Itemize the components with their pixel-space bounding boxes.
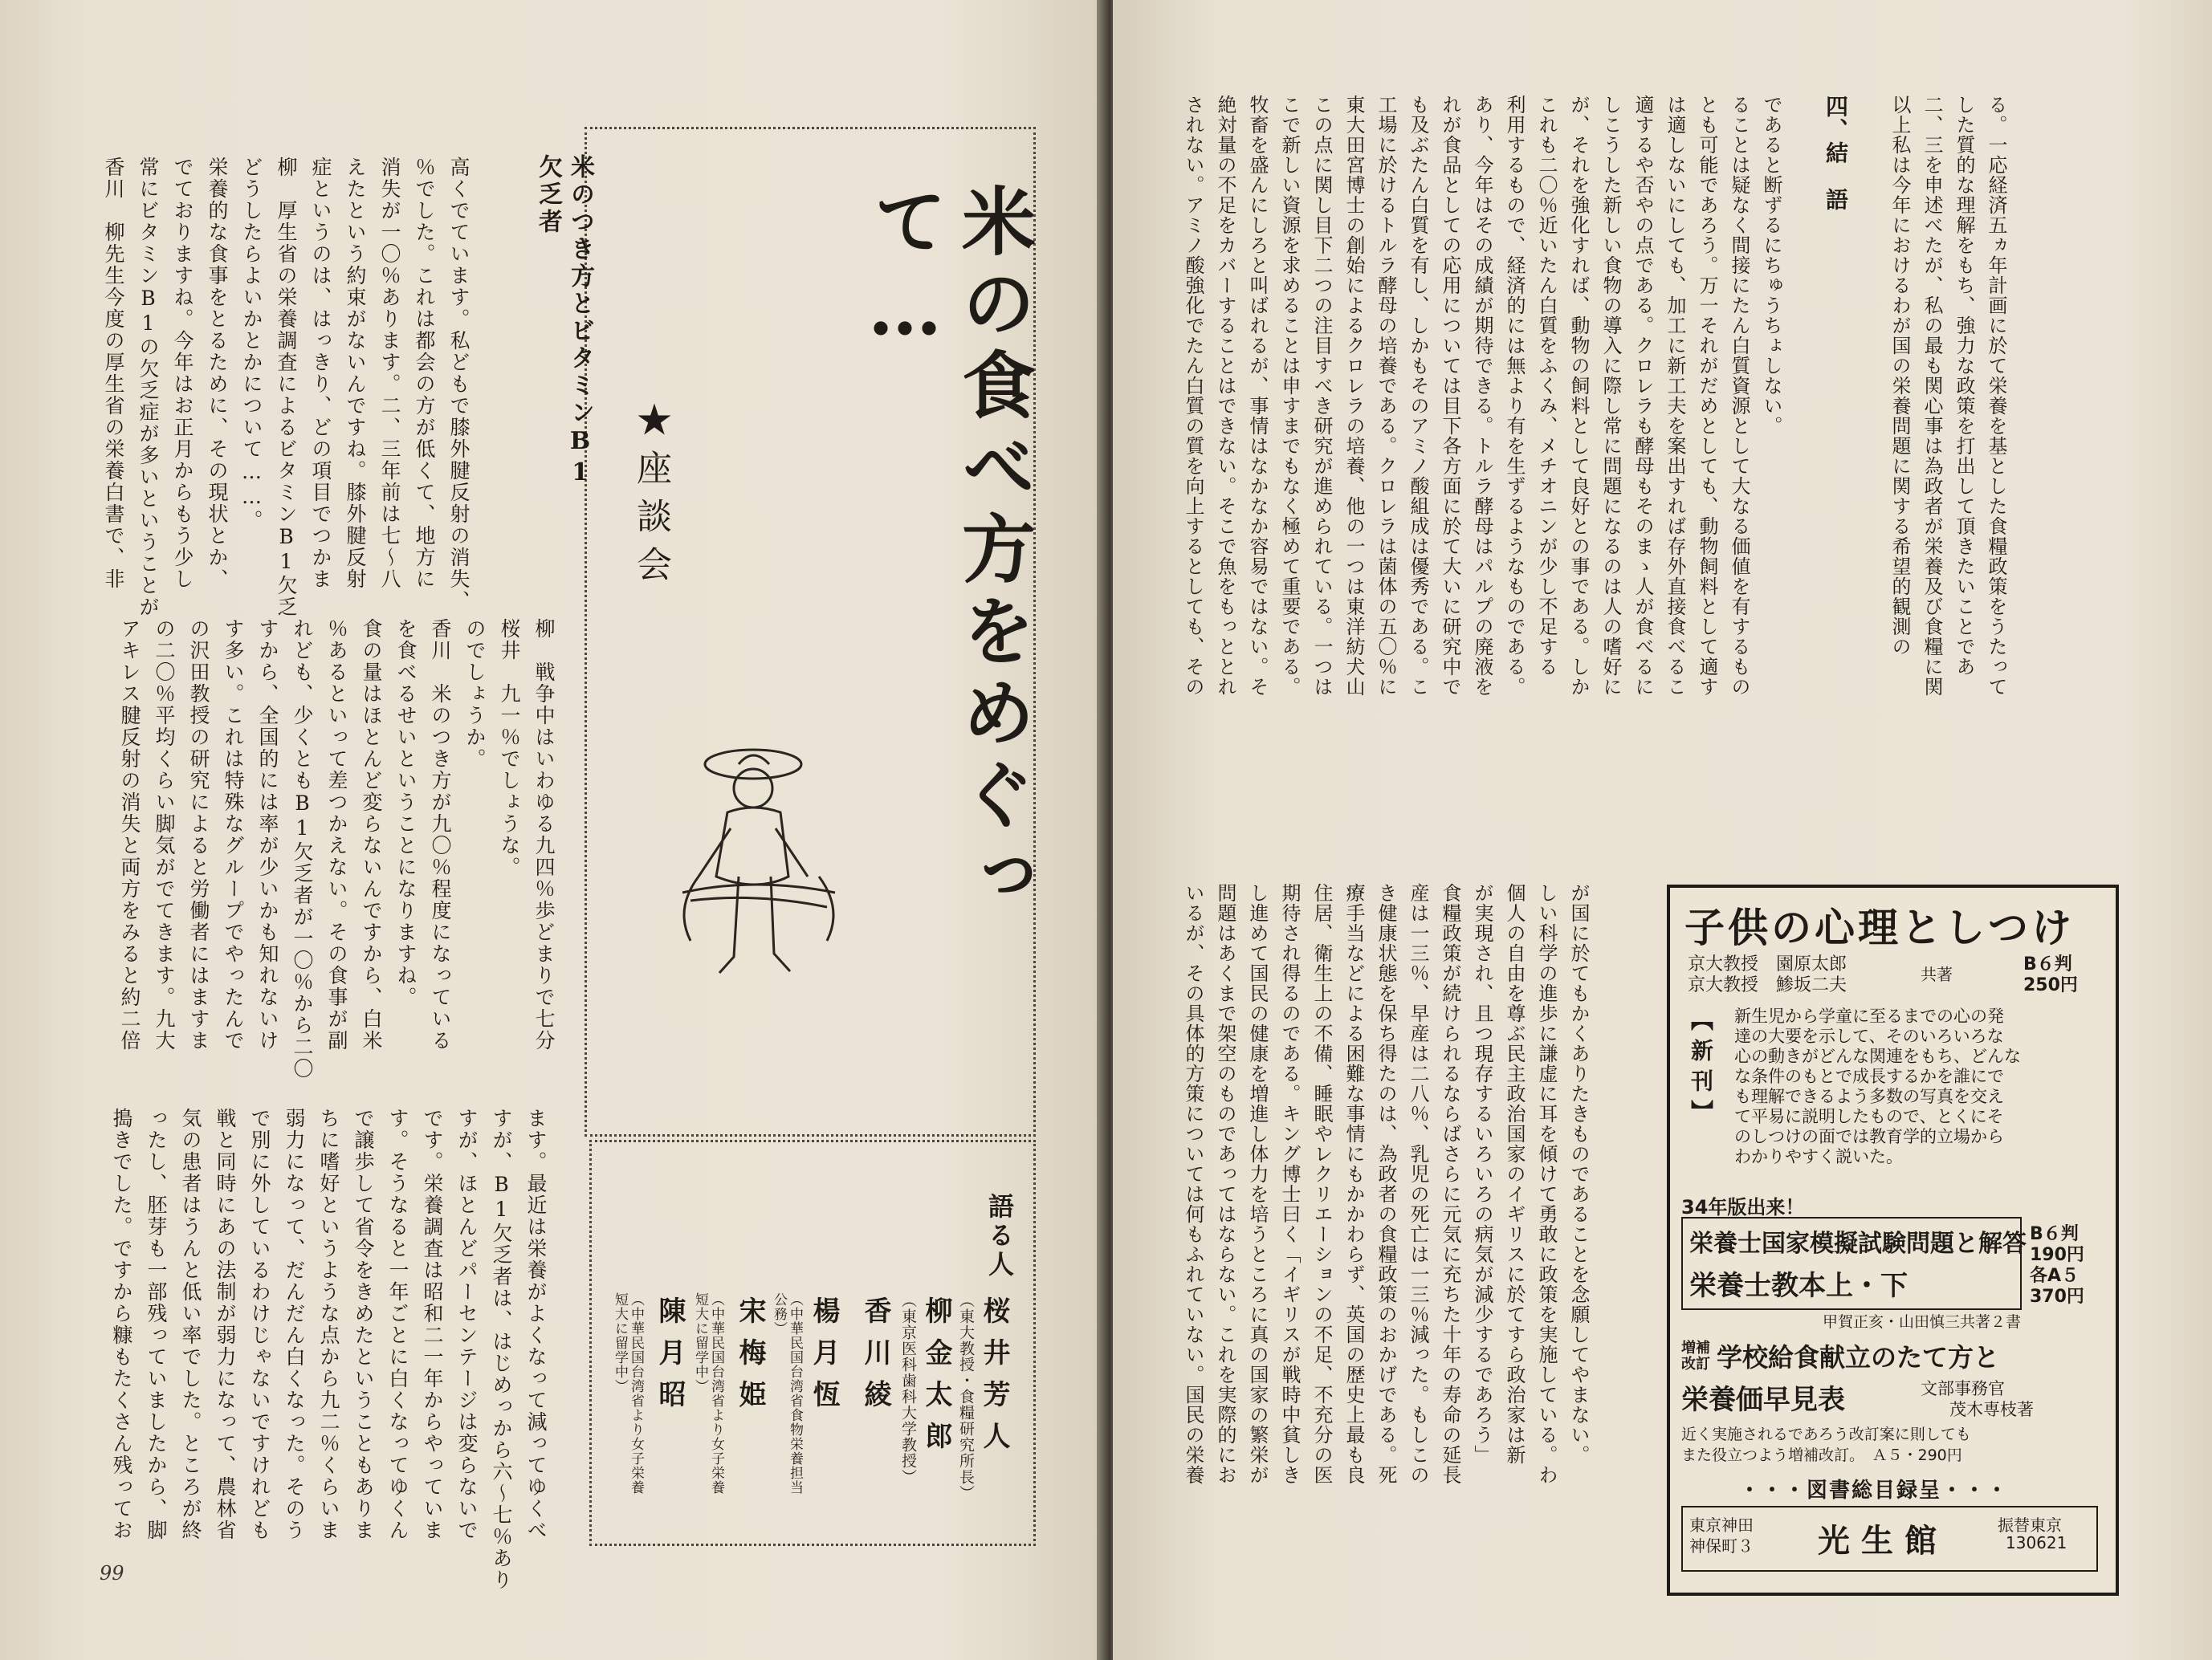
ad-book-prefix: 増補改訂 bbox=[1681, 1340, 1710, 1373]
text-column: でておりますね。今年はお正月からもう少し bbox=[171, 157, 194, 590]
text-column: す多い。これは特殊なグループでやったんで bbox=[222, 618, 245, 1052]
text-column: この点に関し目下二つの注目すべき研究が進められている。一つは bbox=[1310, 95, 1333, 697]
text-column: 期待され得るのである。キング博士曰く「イギリスが戦時中貧しき bbox=[1278, 883, 1301, 1485]
right-lower-text bbox=[1177, 883, 1595, 1589]
text-column: 食の量はほとんど変らないんですから、白米 bbox=[360, 618, 383, 1052]
speaker-affiliation: （中華民国台湾省より女子栄養短大に留学中） bbox=[692, 1292, 724, 1495]
ad-desc-line: な条件のもとで成長するかを誰にで bbox=[1734, 1067, 2004, 1086]
text-column: れが食品としての応用については目下各方面に於て大いに研究中で bbox=[1439, 95, 1461, 697]
speaker-name: 香川綾 bbox=[859, 1296, 891, 1422]
article-subtitle: ★座談会 bbox=[630, 401, 671, 594]
ad-book-price: 370円 bbox=[2030, 1287, 2084, 1307]
text-column: 療手当などによる困難な事情にもかかわらず、英国の歴史上最も良 bbox=[1342, 883, 1365, 1485]
ad-price: 250円 bbox=[2023, 975, 2078, 995]
text-column: ることは疑なく間接にたん白質資源として大なる価値を有するもの bbox=[1728, 95, 1750, 697]
ad-book-author-title: 文部事務官 bbox=[1921, 1379, 2005, 1398]
ad-desc-line: も理解できるよう多数の写真を交え bbox=[1734, 1087, 2004, 1106]
text-column: 適するや否やの点である。クロレラも酵母もそのまゝ人が食べるに bbox=[1632, 95, 1654, 697]
text-column: であると断ずるにちゅうちょしない。 bbox=[1760, 95, 1782, 436]
ad-description bbox=[1734, 1007, 2021, 1167]
text-column: 消失が一〇％あります。二、三年前は七〜八 bbox=[378, 157, 401, 590]
text-column: ます。最近は栄養がよくなって減ってゆくべ bbox=[524, 1108, 548, 1541]
speaker-name: 陳月昭 bbox=[654, 1296, 686, 1422]
ad-edition-note: 34年版出来！ bbox=[1681, 1196, 1805, 1219]
ad-book-price: 190円 bbox=[2030, 1245, 2084, 1265]
text-column: も及ぶたん白質を有し、しかもそのアミノ酸組成は優秀である。こ bbox=[1407, 95, 1429, 697]
text-column: 牧畜を盛んにしろと叫ばれるが、事情はなかなか容易ではない。そ bbox=[1246, 95, 1269, 697]
text-column: 常にビタミンB1の欠乏症が多いということが bbox=[136, 157, 160, 618]
text-column: 柳 戦争中はいわゆる九四％歩どまりで七分 bbox=[532, 618, 556, 1052]
text-column: のでしょうか。 bbox=[463, 618, 487, 770]
text-column: が、それを強化すれば、動物の飼料として良好との事である。しか bbox=[1567, 95, 1590, 697]
ad-transfer: 振替東京 bbox=[1998, 1516, 2062, 1535]
ad-book-author: 茂木専枝著 bbox=[1949, 1400, 2034, 1419]
ad-desc-line: て平易に説明したもので、とくにそ bbox=[1734, 1107, 2004, 1126]
page-number: 99 bbox=[100, 1562, 124, 1585]
text-column: き健康状態を保ち得たのは、為政者の食糧政策のおかげである。死 bbox=[1375, 883, 1397, 1485]
ad-desc-line: 達の大要を示して、そのいろいろな bbox=[1734, 1027, 2004, 1046]
text-column: しこうした新しい食物の導入に際し常に問題になるのは人の嗜好に bbox=[1599, 95, 1622, 697]
text-column: これも二〇％近いたん白質をふくみ、メチオニンが少し不足する bbox=[1535, 95, 1558, 677]
text-column: あり、今年はその成績が期待できる。トルラ酵母はパルプの廃液を bbox=[1471, 95, 1493, 697]
text-column: 食糧政策が続けられるならばさらに元気に充ちた十年の寿命の延長 bbox=[1439, 883, 1461, 1485]
ad-book-title: 栄養士国家模擬試験問題と解答 bbox=[1689, 1230, 2027, 1258]
text-column: 以上私は今年におけるわが国の栄養問題に関する希望的観測の bbox=[1888, 95, 1911, 657]
ad-author-line: 京大教授 鯵坂二夫 bbox=[1688, 975, 1847, 995]
ad-book-title: 栄養士教本上・下 bbox=[1689, 1270, 1908, 1302]
farmer-illustration bbox=[650, 732, 867, 997]
speaker-affiliation: （中華民国台湾省より女子栄養短大に留学中） bbox=[612, 1292, 644, 1495]
text-column: 気の患者はうんと低い率でした。ところが終 bbox=[179, 1108, 202, 1541]
text-column: 戦と同時にあの法制が弱力になって、農林省 bbox=[214, 1108, 237, 1541]
text-column: すが、B1欠乏者は、はじめっから六〜七％あり bbox=[490, 1108, 513, 1591]
text-column: 香川 米のつき方が九〇％程度になっている bbox=[429, 618, 452, 1052]
text-column: ったし、胚芽も一部残っていましたから、脚 bbox=[145, 1108, 168, 1541]
text-column: 利用するもので、経済的には無より有を生ずるようなものである。 bbox=[1503, 95, 1526, 697]
text-column: えたという約束がないんですね。膝外腱反射 bbox=[344, 157, 367, 590]
ad-catalog: ・・・図書総目録呈・・・ bbox=[1739, 1479, 2010, 1503]
right-upper-text bbox=[1177, 95, 2012, 817]
ad-new-badge: 【新刊】 bbox=[1688, 1008, 1714, 1130]
speaker-name: 楊月恆 bbox=[808, 1296, 840, 1422]
text-column: ％でした。これは都会の方が低くて、地方に bbox=[413, 157, 436, 590]
text-column: を食べるせいということになりますね。 bbox=[394, 618, 418, 1008]
speaker-affiliation: （東京医科歯科大学教授） bbox=[899, 1292, 917, 1485]
text-column: 搗きでした。ですから糠もたくさん残ってお bbox=[110, 1108, 133, 1541]
left-lower-text bbox=[104, 1108, 553, 1621]
speaker-name: 桜井芳人 bbox=[978, 1296, 1010, 1463]
ad-coauthors: 共著 bbox=[1921, 965, 1953, 984]
text-column: アキレス腱反射の消失と両方をみると約二倍 bbox=[118, 618, 141, 1052]
speaker-name: 宋梅姫 bbox=[734, 1296, 766, 1422]
article-title: 米の食べ方をめぐって… bbox=[862, 183, 1037, 920]
ad-author-line: 京大教授 園原太郎 bbox=[1688, 954, 1847, 974]
text-column: いるが、その具体的方策については何もふれていない。国民の栄養 bbox=[1182, 883, 1204, 1485]
text-column: ％あるといって差つかえない。その食事が副 bbox=[325, 618, 348, 1052]
text-column: 症というのは、はっきり、どの項目でつかま bbox=[309, 157, 332, 590]
text-column: が実現され、且つ現存するいろいろの病気が減少するであろう」 bbox=[1471, 883, 1493, 1465]
ad-desc-line: わかりやすく説いた。 bbox=[1734, 1147, 1903, 1166]
text-column: 個人の自由を尊ぶ民主政治国家のイギリスに於てすら政治家は新 bbox=[1503, 883, 1526, 1465]
ad-address: 東京神田 bbox=[1689, 1516, 1754, 1535]
text-column: 工場に於けるトルラ酵母の培養である。クロレラは菌体の五〇％に bbox=[1375, 95, 1397, 697]
ad-book-desc: 近く実施されるであろう改訂案に則しても bbox=[1681, 1426, 1971, 1443]
ad-book-format: 各A５ bbox=[2030, 1266, 2080, 1286]
text-column: 二、三を申述べたが、私の最も関心事は為政者が栄養及び食糧に関 bbox=[1921, 95, 1943, 697]
text-column: 住居、衛生上の不備、睡眠やレクリエーションの不足、不充分の医 bbox=[1310, 883, 1333, 1485]
text-column: 高くでています。私どもで膝外腱反射の消失、 bbox=[447, 157, 471, 612]
ad-book-authors: 甲賀正亥・山田慎三共著２書 bbox=[1823, 1313, 2022, 1331]
left-middle-text bbox=[112, 618, 561, 1116]
ad-book-title: 栄養価早見表 bbox=[1681, 1384, 1845, 1416]
text-column: す。そうなると一年ごとに白くなってゆくん bbox=[386, 1108, 409, 1541]
text-column: は適しないにしても、加工に新工夫を案出すれば存外直接食べるこ bbox=[1664, 95, 1686, 697]
ad-transfer: 130621 bbox=[2006, 1533, 2067, 1552]
text-column: すが、ほとんどパーセンテージは変らないで bbox=[455, 1108, 479, 1541]
section-heading: 米のつき方とビタミンB1欠乏者 bbox=[534, 154, 594, 490]
text-column: 香川 柳先生今度の厚生省の栄養白書で、非 bbox=[102, 157, 125, 590]
text-column: です。栄養調査は昭和二一年からやっていま bbox=[421, 1108, 444, 1541]
ad-desc-line: のしつけの面では教育学的立場から bbox=[1734, 1127, 2004, 1146]
ad-publisher: 光生館 bbox=[1818, 1522, 1948, 1560]
ad-address: 神保町３ bbox=[1689, 1536, 1754, 1556]
text-column: されない。アミノ酸強化でたん白質の質を向上するとしても、その bbox=[1182, 95, 1204, 697]
text-column: 絶対量の不足をカバーすることはできない。そこで魚をもっととれ bbox=[1214, 95, 1236, 697]
ad-book-format: B６判 bbox=[2030, 1224, 2079, 1244]
ad-format: B６判 bbox=[2023, 954, 2072, 974]
text-column: が国に於てもかくありたきものであることを念願してやまない。 bbox=[1567, 883, 1590, 1465]
text-column: しい科学の進歩に謙虚に耳を傾けて勇敢に政策を実施している。わ bbox=[1535, 883, 1558, 1485]
speaker-name: 柳金太郎 bbox=[920, 1296, 952, 1463]
text-column: すから、全国的には率が少いかも知れないけ bbox=[256, 618, 279, 1052]
speaker-affiliation: （東大教授・食糧研究所長） bbox=[957, 1292, 975, 1501]
text-column: し進めて国民の健康を増進し体力を培うところに真の国家の繁栄が bbox=[1246, 883, 1269, 1485]
ad-book-title: 学校給食献立のたて方と bbox=[1717, 1342, 2000, 1373]
text-column: れども、少くともB1欠乏者が一〇％から二〇 bbox=[291, 618, 314, 1080]
speakers-heading: 語る人 bbox=[984, 1193, 1015, 1280]
ad-book-desc: また役立つよう増補改訂。 Ａ５・290円 bbox=[1681, 1446, 1962, 1464]
text-column: 産は一三％、早産は二八％、乳児の死亡は一三％減った。もしこの bbox=[1407, 883, 1429, 1485]
text-column: 問題はあくまで架空のものであってはならない。これを実際的にお bbox=[1214, 883, 1236, 1485]
text-column: 弱力になって、だんだん白くなった。そのう bbox=[283, 1108, 306, 1541]
text-column: で譲歩して省令をきめたということもありま bbox=[352, 1108, 375, 1541]
ad-title: 子供の心理としつけ bbox=[1684, 905, 2075, 951]
conclusion-heading: 四、結 語 bbox=[1823, 95, 1849, 211]
text-column: る。一応経済五ヵ年計画に於て栄養を基とした食糧政策をうたって bbox=[1985, 95, 2007, 697]
text-column: の二〇％平均くらい脚気がでてきます。九大 bbox=[153, 618, 176, 1052]
text-column: こで新しい資源を求めることは申すまでもなく極めて重要である。 bbox=[1278, 95, 1301, 697]
text-column: 栄養的な食事をとるために、その現状とか、 bbox=[206, 157, 229, 590]
text-column: した質的な理解をもち、強力な政策を打出して頂きたいことであ bbox=[1953, 95, 1975, 677]
ad-desc-line: 心の動きがどんな関連をもち、どんな bbox=[1734, 1047, 2021, 1066]
ad-desc-line: 新生児から学童に至るまでの心の発 bbox=[1734, 1007, 2004, 1026]
text-column: で別に外しているわけじゃないですけれども bbox=[248, 1108, 271, 1541]
text-column: 桜井 九一％でしょうな。 bbox=[498, 618, 521, 878]
text-column: どうしたらよいかとかについて……。 bbox=[240, 157, 263, 531]
text-column: 柳 厚生省の栄養調査によるビタミンB1欠乏 bbox=[275, 157, 298, 618]
book-advertisement bbox=[1667, 885, 2119, 1596]
text-column: 東大田宮博士の創始によるクロレラの培養、他の一つは東洋紡犬山 bbox=[1342, 95, 1365, 697]
text-column: ちに嗜好というような点から九二％くらいま bbox=[317, 1108, 340, 1541]
text-column: の沢田教授の研究によると労働者にはますま bbox=[187, 618, 210, 1052]
text-column: とも可能であろう。万一それがだめとしても、動物飼料として適す bbox=[1696, 95, 1718, 697]
speaker-affiliation: （中華民国台湾省食物栄養担当公務） bbox=[771, 1292, 803, 1495]
